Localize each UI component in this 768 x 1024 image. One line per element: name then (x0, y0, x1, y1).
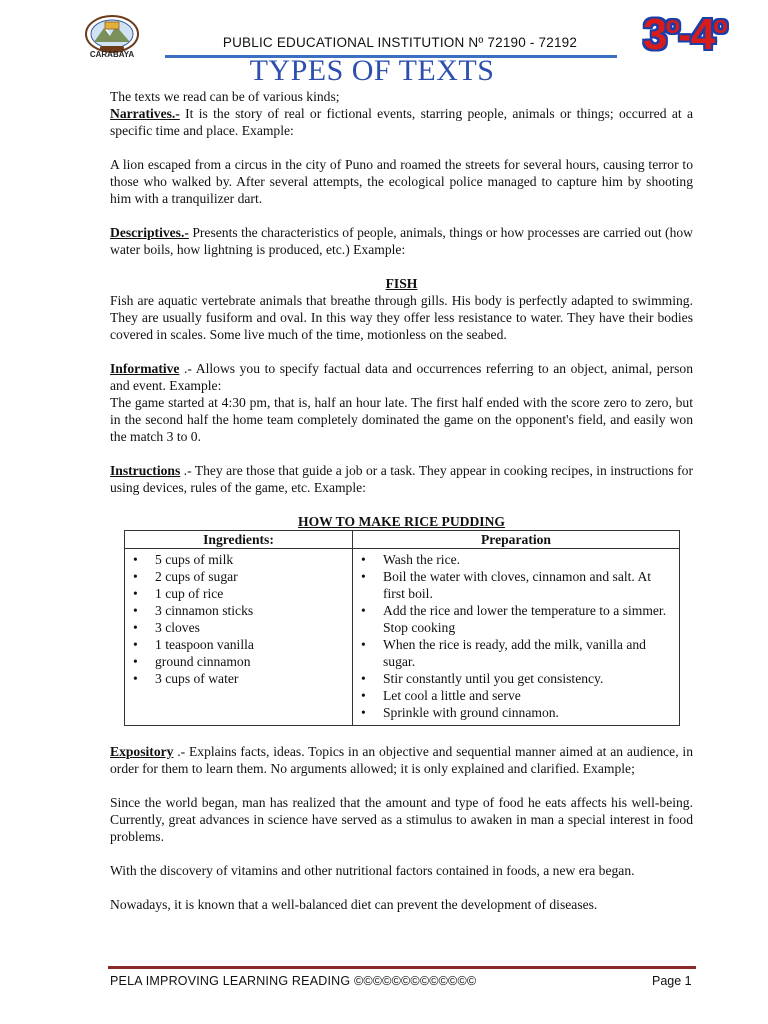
grade-first-ordinal: o (665, 12, 679, 39)
ingredient-item-text: 3 cups of water (155, 671, 239, 686)
narratives-example: A lion escaped from a circus in the city of Puno and roamed the streets for several hours, causing terror to those who walked by. After several attempts, the ecological police managed to capture him by shooting him with a tranquilizer dart. (110, 157, 693, 206)
bullet-icon: • (361, 552, 366, 567)
descriptives-example: Fish are aquatic vertebrate animals that breathe through gills. His body is perfectly adapted to swimming. They are usually fusiform and oval. In this way they offer less resistance to water. They have their bodies covered in scales. Some live much of the time, motionless on the seabed. (110, 293, 693, 342)
instructions-term: Instructions (110, 463, 181, 478)
instructions-definition-text: .- They are those that guide a job or a task. They appear in cooking recipes, in instructions for using devices, rules of the game, etc. Example: (110, 463, 693, 495)
narratives-definition (110, 105, 693, 139)
recipe-table (124, 530, 680, 726)
bullet-icon: • (133, 620, 138, 635)
informative-definition-text: .- Allows you to specify factual data and occurrences referring to an object, animal, person and event. Example: (110, 361, 693, 393)
grade-second: 4 (690, 10, 714, 59)
bullet-icon: • (361, 637, 366, 652)
footer-text: PELA IMPROVING LEARNING READING ©©©©©©©©©©©©© (110, 974, 477, 988)
ingredient-item (131, 636, 344, 653)
preparation-step-text: Wash the rice. (383, 552, 461, 567)
preparation-step-text: Stir constantly until you get consistency. (383, 671, 604, 686)
ingredient-item-text: 3 cinnamon sticks (155, 603, 254, 618)
informative-term: Informative (110, 361, 180, 376)
intro-text: The texts we read can be of various kinds; (110, 89, 340, 104)
bullet-icon: • (361, 569, 366, 584)
preparation-step (359, 687, 671, 704)
logo-caption: CARABAYA (89, 50, 135, 59)
expository-definition-text: .- Explains facts, ideas. Topics in an objective and sequential manner aimed at an audience, in order for them to learn them. No arguments allowed; it is only explained and clarified. Example; (110, 744, 693, 776)
bullet-icon: • (361, 671, 366, 686)
institution-name: PUBLIC EDUCATIONAL INSTITUTION Nº 72190 - 72192 (222, 35, 578, 50)
bullet-icon: • (133, 569, 138, 584)
ingredients-header: Ingredients: (125, 531, 353, 549)
ingredient-item (131, 585, 344, 602)
ingredient-item-text: ground cinnamon (155, 654, 251, 669)
bullet-icon: • (133, 586, 138, 601)
ingredient-item (131, 568, 344, 585)
grade-dash: - (678, 10, 691, 59)
page-number: Page 1 (652, 974, 692, 988)
ingredient-item (131, 653, 344, 670)
recipe-title: HOW TO MAKE RICE PUDDING (298, 514, 505, 529)
ingredient-item-text: 3 cloves (155, 620, 200, 635)
fish-example-title: FISH (385, 276, 418, 291)
footer-rule (108, 966, 696, 969)
descriptives-definition (110, 224, 693, 258)
grade-first: 3 (643, 10, 666, 59)
descriptives-definition-text: Presents the characteristics of people, animals, things or how processes are carried out (how water boils, how lightning is produced, etc.) Example: (110, 225, 693, 257)
ingredient-item-text: 5 cups of milk (155, 552, 234, 567)
preparation-cell (353, 549, 680, 726)
expository-paragraph-1: Since the world began, man has realized that the amount and type of food he eats affects his well-being. Currently, great advances in science have served as a stimulus to awaken in man a special interest in food problems. (110, 795, 693, 844)
expository-paragraph-2: With the discovery of vitamins and other nutritional factors contained in foods, a new era began. (110, 863, 635, 878)
informative-example: The game started at 4:30 pm, that is, half an hour late. The first half ended with the score zero to zero, but in the second half the home team completely dominated the game on the opponent's field, and easily won the match 3 to 0. (110, 395, 693, 444)
grade-second-ordinal: o (713, 12, 726, 39)
instructions-definition (110, 462, 693, 496)
preparation-list (359, 551, 671, 721)
bullet-icon: • (133, 552, 138, 567)
ingredient-item (131, 619, 344, 636)
preparation-step (359, 704, 671, 721)
preparation-step-text: Let cool a little and serve (383, 688, 521, 703)
preparation-step (359, 670, 671, 687)
descriptives-term: Descriptives.- (110, 225, 189, 240)
ingredients-list (131, 551, 344, 687)
bullet-icon: • (133, 671, 138, 686)
preparation-step (359, 551, 671, 568)
ingredient-item (131, 602, 344, 619)
ingredient-item (131, 670, 344, 687)
expository-term: Expository (110, 744, 174, 759)
ingredient-item (131, 551, 344, 568)
preparation-step (359, 636, 671, 670)
preparation-step-text: Sprinkle with ground cinnamon. (383, 705, 559, 720)
preparation-step (359, 602, 671, 636)
expository-paragraph-3: Nowadays, it is known that a well-balanced diet can prevent the development of diseases. (110, 897, 598, 912)
bullet-icon: • (361, 688, 366, 703)
ingredient-item-text: 1 teaspoon vanilla (155, 637, 254, 652)
bullet-icon: • (133, 637, 138, 652)
bullet-icon: • (361, 603, 366, 618)
bullet-icon: • (361, 705, 366, 720)
bullet-icon: • (133, 603, 138, 618)
preparation-step-text: Add the rice and lower the temperature to a simmer. Stop cooking (383, 603, 667, 635)
document-body (110, 88, 693, 913)
ingredients-cell (125, 549, 353, 726)
preparation-step-text: Boil the water with cloves, cinnamon and salt. At first boil. (383, 569, 652, 601)
grade-badge (643, 10, 726, 60)
narratives-term: Narratives.- (110, 106, 180, 121)
preparation-header: Preparation (353, 531, 680, 549)
preparation-step (359, 568, 671, 602)
page-title: TYPES OF TEXTS (249, 54, 495, 87)
expository-definition (110, 743, 693, 777)
ingredient-item-text: 1 cup of rice (155, 586, 224, 601)
narratives-definition-text: It is the story of real or fictional events, starring people, animals or things; occurred at a specific time and place. Example: (110, 106, 693, 138)
preparation-step-text: When the rice is ready, add the milk, vanilla and sugar. (383, 637, 646, 669)
informative-definition (110, 360, 693, 394)
ingredient-item-text: 2 cups of sugar (155, 569, 238, 584)
bullet-icon: • (133, 654, 138, 669)
